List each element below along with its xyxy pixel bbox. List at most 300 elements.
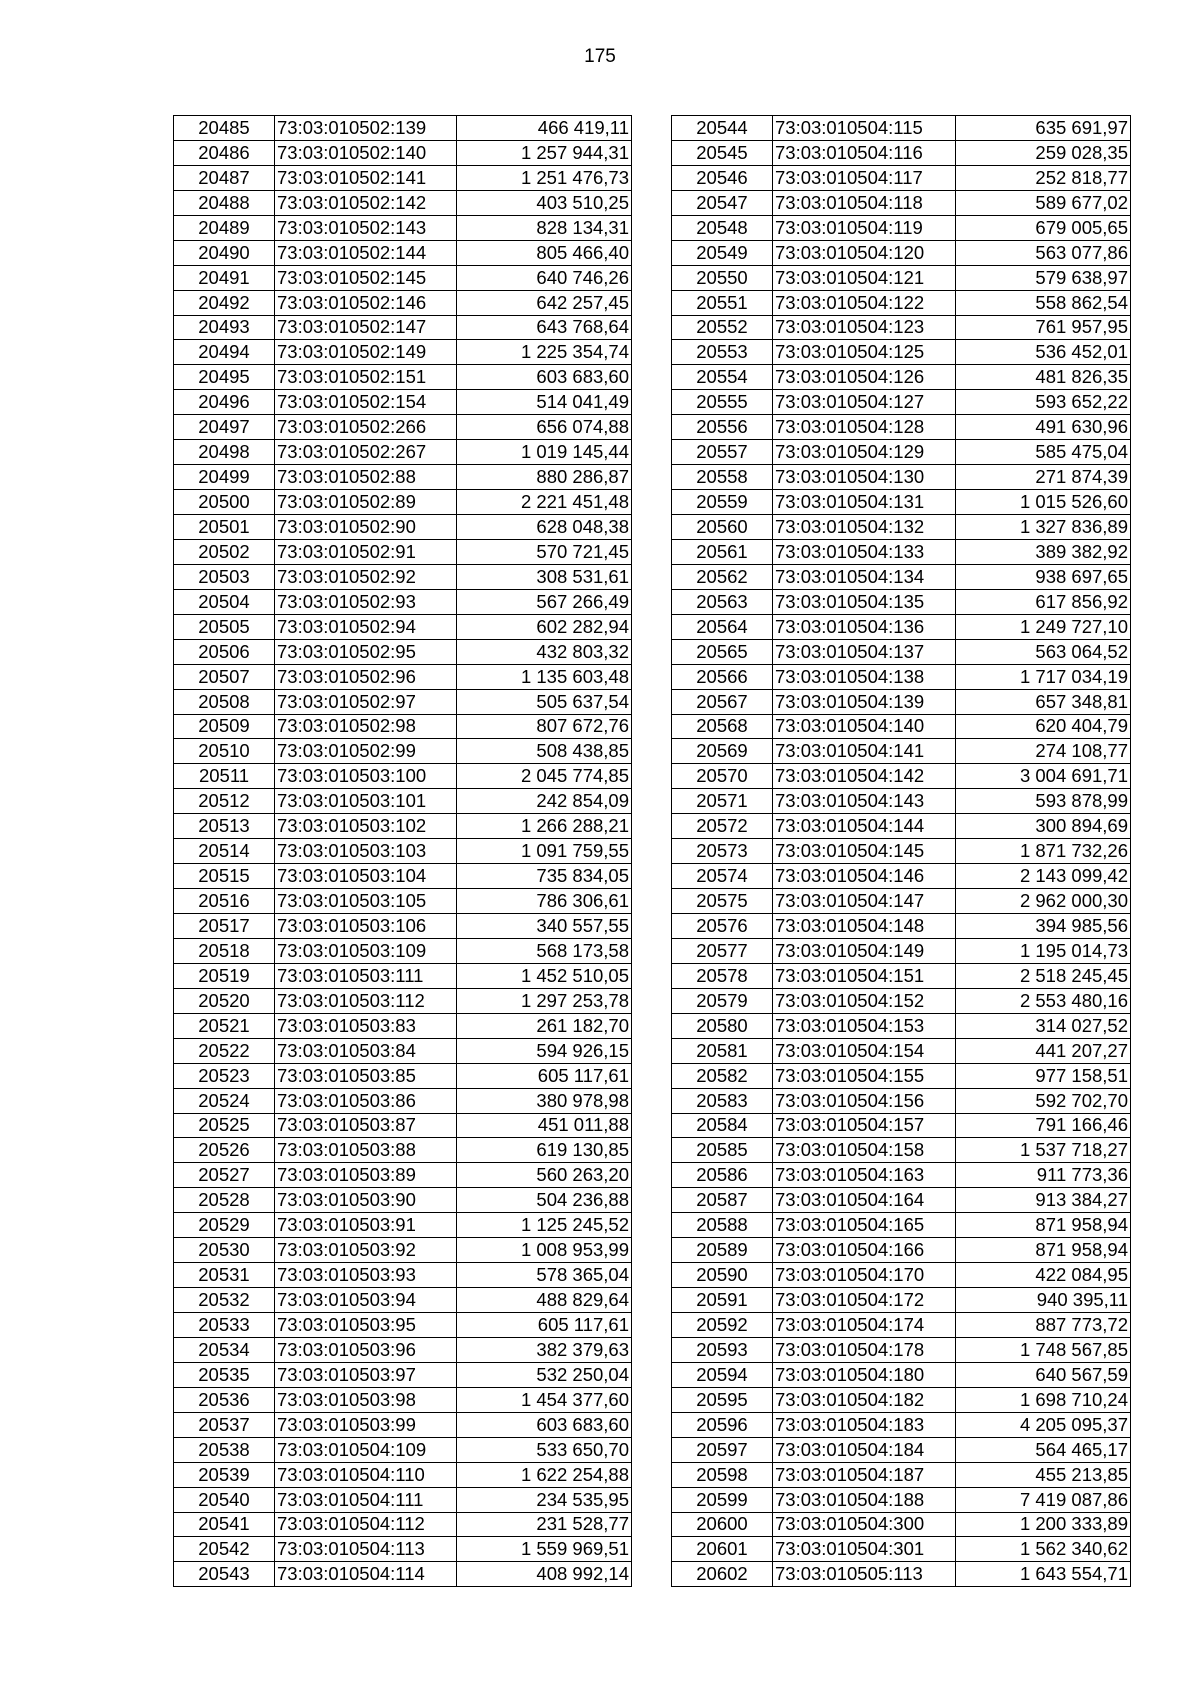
row-number-cell: 20499 bbox=[174, 465, 275, 490]
value-cell: 300 894,69 bbox=[956, 814, 1131, 839]
table-row bbox=[174, 1113, 632, 1138]
value-cell: 640 567,59 bbox=[956, 1362, 1131, 1387]
table-row bbox=[672, 1537, 1131, 1562]
cadastral-number-cell: 73:03:010502:146 bbox=[275, 290, 457, 315]
row-number-cell: 20579 bbox=[672, 988, 773, 1013]
cadastral-number-cell: 73:03:010504:155 bbox=[773, 1063, 956, 1088]
value-cell: 242 854,09 bbox=[457, 789, 632, 814]
row-number-cell: 20523 bbox=[174, 1063, 275, 1088]
value-cell: 441 207,27 bbox=[956, 1038, 1131, 1063]
cadastral-number-cell: 73:03:010503:106 bbox=[275, 914, 457, 939]
row-number-cell: 20517 bbox=[174, 914, 275, 939]
value-cell: 1 452 510,05 bbox=[457, 963, 632, 988]
row-number-cell: 20519 bbox=[174, 963, 275, 988]
cadastral-number-cell: 73:03:010502:141 bbox=[275, 165, 457, 190]
cadastral-number-cell: 73:03:010504:165 bbox=[773, 1213, 956, 1238]
row-number-cell: 20572 bbox=[672, 814, 773, 839]
row-number-cell: 20507 bbox=[174, 664, 275, 689]
value-cell: 481 826,35 bbox=[956, 365, 1131, 390]
table-row bbox=[174, 1038, 632, 1063]
row-number-cell: 20498 bbox=[174, 440, 275, 465]
row-number-cell: 20538 bbox=[174, 1437, 275, 1462]
value-cell: 2 553 480,16 bbox=[956, 988, 1131, 1013]
row-number-cell: 20548 bbox=[672, 215, 773, 240]
table-row bbox=[174, 440, 632, 465]
cadastral-number-cell: 73:03:010503:97 bbox=[275, 1362, 457, 1387]
value-cell: 4 205 095,37 bbox=[956, 1412, 1131, 1437]
value-cell: 657 348,81 bbox=[956, 689, 1131, 714]
cadastral-number-cell: 73:03:010503:96 bbox=[275, 1337, 457, 1362]
value-cell: 1 562 340,62 bbox=[956, 1537, 1131, 1562]
value-cell: 3 004 691,71 bbox=[956, 764, 1131, 789]
cadastral-number-cell: 73:03:010504:119 bbox=[773, 215, 956, 240]
row-number-cell: 20589 bbox=[672, 1238, 773, 1263]
value-cell: 422 084,95 bbox=[956, 1263, 1131, 1288]
cadastral-number-cell: 73:03:010503:98 bbox=[275, 1387, 457, 1412]
cadastral-number-cell: 73:03:010502:97 bbox=[275, 689, 457, 714]
cadastral-number-cell: 73:03:010504:137 bbox=[773, 639, 956, 664]
value-cell: 1 257 944,31 bbox=[457, 140, 632, 165]
table-row bbox=[672, 1337, 1131, 1362]
row-number-cell: 20561 bbox=[672, 539, 773, 564]
table-row bbox=[174, 1487, 632, 1512]
cadastral-number-cell: 73:03:010502:147 bbox=[275, 315, 457, 340]
table-row bbox=[672, 190, 1131, 215]
table-row bbox=[174, 539, 632, 564]
page-number: 175 bbox=[584, 46, 616, 67]
table-row bbox=[174, 1213, 632, 1238]
table-row bbox=[174, 315, 632, 340]
value-cell: 2 962 000,30 bbox=[956, 889, 1131, 914]
value-cell: 828 134,31 bbox=[457, 215, 632, 240]
row-number-cell: 20558 bbox=[672, 465, 773, 490]
value-cell: 871 958,94 bbox=[956, 1213, 1131, 1238]
cadastral-number-cell: 73:03:010504:151 bbox=[773, 963, 956, 988]
cadastral-number-cell: 73:03:010504:166 bbox=[773, 1238, 956, 1263]
row-number-cell: 20551 bbox=[672, 290, 773, 315]
table-row bbox=[672, 664, 1131, 689]
value-cell: 977 158,51 bbox=[956, 1063, 1131, 1088]
cadastral-number-cell: 73:03:010503:109 bbox=[275, 938, 457, 963]
value-cell: 643 768,64 bbox=[457, 315, 632, 340]
table-row bbox=[672, 864, 1131, 889]
value-cell: 805 466,40 bbox=[457, 240, 632, 265]
table-row bbox=[174, 1412, 632, 1437]
row-number-cell: 20529 bbox=[174, 1213, 275, 1238]
value-cell: 380 978,98 bbox=[457, 1088, 632, 1113]
row-number-cell: 20573 bbox=[672, 839, 773, 864]
value-cell: 605 117,61 bbox=[457, 1063, 632, 1088]
value-cell: 1 091 759,55 bbox=[457, 839, 632, 864]
table-row bbox=[174, 889, 632, 914]
table-row bbox=[672, 340, 1131, 365]
table-row bbox=[174, 1362, 632, 1387]
value-cell: 1 200 333,89 bbox=[956, 1512, 1131, 1537]
cadastral-number-cell: 73:03:010502:145 bbox=[275, 265, 457, 290]
row-number-cell: 20591 bbox=[672, 1288, 773, 1313]
table-row bbox=[672, 465, 1131, 490]
value-cell: 620 404,79 bbox=[956, 714, 1131, 739]
row-number-cell: 20518 bbox=[174, 938, 275, 963]
cadastral-number-cell: 73:03:010505:113 bbox=[773, 1562, 956, 1587]
value-cell: 451 011,88 bbox=[457, 1113, 632, 1138]
table-row bbox=[672, 490, 1131, 515]
value-cell: 308 531,61 bbox=[457, 564, 632, 589]
row-number-cell: 20532 bbox=[174, 1288, 275, 1313]
cadastral-number-cell: 73:03:010502:140 bbox=[275, 140, 457, 165]
row-number-cell: 20490 bbox=[174, 240, 275, 265]
table-row bbox=[672, 988, 1131, 1013]
row-number-cell: 20567 bbox=[672, 689, 773, 714]
cadastral-number-cell: 73:03:010502:266 bbox=[275, 415, 457, 440]
row-number-cell: 20535 bbox=[174, 1362, 275, 1387]
row-number-cell: 20563 bbox=[672, 589, 773, 614]
row-number-cell: 20594 bbox=[672, 1362, 773, 1387]
cadastral-number-cell: 73:03:010504:141 bbox=[773, 739, 956, 764]
value-cell: 7 419 087,86 bbox=[956, 1487, 1131, 1512]
cadastral-number-cell: 73:03:010504:172 bbox=[773, 1288, 956, 1313]
table-row bbox=[672, 564, 1131, 589]
row-number-cell: 20488 bbox=[174, 190, 275, 215]
cadastral-number-cell: 73:03:010504:154 bbox=[773, 1038, 956, 1063]
table-row bbox=[672, 914, 1131, 939]
row-number-cell: 20486 bbox=[174, 140, 275, 165]
row-number-cell: 20584 bbox=[672, 1113, 773, 1138]
table-row bbox=[174, 1537, 632, 1562]
table-row bbox=[174, 265, 632, 290]
table-row bbox=[672, 889, 1131, 914]
row-number-cell: 20503 bbox=[174, 564, 275, 589]
row-number-cell: 20587 bbox=[672, 1188, 773, 1213]
cadastral-number-cell: 73:03:010503:83 bbox=[275, 1013, 457, 1038]
table-row bbox=[672, 714, 1131, 739]
value-cell: 1 559 969,51 bbox=[457, 1537, 632, 1562]
value-cell: 514 041,49 bbox=[457, 390, 632, 415]
cadastral-number-cell: 73:03:010502:92 bbox=[275, 564, 457, 589]
value-cell: 605 117,61 bbox=[457, 1313, 632, 1338]
table-row bbox=[174, 1163, 632, 1188]
row-number-cell: 20566 bbox=[672, 664, 773, 689]
table-row bbox=[672, 1038, 1131, 1063]
value-cell: 940 395,11 bbox=[956, 1288, 1131, 1313]
row-number-cell: 20565 bbox=[672, 639, 773, 664]
value-cell: 408 992,14 bbox=[457, 1562, 632, 1587]
value-cell: 1 748 567,85 bbox=[956, 1337, 1131, 1362]
value-cell: 656 074,88 bbox=[457, 415, 632, 440]
value-cell: 532 250,04 bbox=[457, 1362, 632, 1387]
value-cell: 1 249 727,10 bbox=[956, 614, 1131, 639]
value-cell: 491 630,96 bbox=[956, 415, 1131, 440]
table-row bbox=[174, 1088, 632, 1113]
row-number-cell: 20539 bbox=[174, 1462, 275, 1487]
table-row bbox=[174, 564, 632, 589]
row-number-cell: 20533 bbox=[174, 1313, 275, 1338]
row-number-cell: 20543 bbox=[174, 1562, 275, 1587]
row-number-cell: 20514 bbox=[174, 839, 275, 864]
cadastral-number-cell: 73:03:010503:91 bbox=[275, 1213, 457, 1238]
value-cell: 570 721,45 bbox=[457, 539, 632, 564]
table-row bbox=[672, 440, 1131, 465]
table-row bbox=[672, 963, 1131, 988]
cadastral-number-cell: 73:03:010504:117 bbox=[773, 165, 956, 190]
cadastral-number-cell: 73:03:010504:178 bbox=[773, 1337, 956, 1362]
row-number-cell: 20526 bbox=[174, 1138, 275, 1163]
table-row bbox=[174, 365, 632, 390]
table-row bbox=[174, 465, 632, 490]
cadastral-number-cell: 73:03:010504:180 bbox=[773, 1362, 956, 1387]
cadastral-number-cell: 73:03:010504:300 bbox=[773, 1512, 956, 1537]
row-number-cell: 20574 bbox=[672, 864, 773, 889]
table-row bbox=[174, 1288, 632, 1313]
table-row bbox=[672, 1063, 1131, 1088]
value-cell: 628 048,38 bbox=[457, 515, 632, 540]
cadastral-number-cell: 73:03:010503:102 bbox=[275, 814, 457, 839]
value-cell: 432 803,32 bbox=[457, 639, 632, 664]
value-cell: 259 028,35 bbox=[956, 140, 1131, 165]
value-cell: 603 683,60 bbox=[457, 365, 632, 390]
table-row bbox=[672, 215, 1131, 240]
cadastral-number-cell: 73:03:010504:149 bbox=[773, 938, 956, 963]
cadastral-number-cell: 73:03:010504:133 bbox=[773, 539, 956, 564]
value-cell: 403 510,25 bbox=[457, 190, 632, 215]
cadastral-number-cell: 73:03:010504:170 bbox=[773, 1263, 956, 1288]
value-cell: 2 045 774,85 bbox=[457, 764, 632, 789]
cadastral-number-cell: 73:03:010504:145 bbox=[773, 839, 956, 864]
value-cell: 1 454 377,60 bbox=[457, 1387, 632, 1412]
value-cell: 911 773,36 bbox=[956, 1163, 1131, 1188]
table-row bbox=[672, 1213, 1131, 1238]
cadastral-number-cell: 73:03:010502:99 bbox=[275, 739, 457, 764]
value-cell: 679 005,65 bbox=[956, 215, 1131, 240]
row-number-cell: 20506 bbox=[174, 639, 275, 664]
row-number-cell: 20590 bbox=[672, 1263, 773, 1288]
row-number-cell: 20504 bbox=[174, 589, 275, 614]
value-cell: 735 834,05 bbox=[457, 864, 632, 889]
table-row bbox=[174, 1462, 632, 1487]
table-row bbox=[672, 739, 1131, 764]
value-cell: 536 452,01 bbox=[956, 340, 1131, 365]
table-row bbox=[174, 1337, 632, 1362]
cadastral-number-cell: 73:03:010503:101 bbox=[275, 789, 457, 814]
cadastral-number-cell: 73:03:010504:127 bbox=[773, 390, 956, 415]
cadastral-number-cell: 73:03:010503:105 bbox=[275, 889, 457, 914]
cadastral-number-cell: 73:03:010503:89 bbox=[275, 1163, 457, 1188]
table-row bbox=[174, 938, 632, 963]
value-cell: 558 862,54 bbox=[956, 290, 1131, 315]
value-cell: 589 677,02 bbox=[956, 190, 1131, 215]
value-cell: 880 286,87 bbox=[457, 465, 632, 490]
value-cell: 504 236,88 bbox=[457, 1188, 632, 1213]
table-row bbox=[672, 415, 1131, 440]
cadastral-number-cell: 73:03:010503:100 bbox=[275, 764, 457, 789]
table-row bbox=[174, 1188, 632, 1213]
value-cell: 1 643 554,71 bbox=[956, 1562, 1131, 1587]
row-number-cell: 20581 bbox=[672, 1038, 773, 1063]
value-cell: 1 225 354,74 bbox=[457, 340, 632, 365]
value-cell: 563 077,86 bbox=[956, 240, 1131, 265]
cadastral-number-cell: 73:03:010504:157 bbox=[773, 1113, 956, 1138]
table-row bbox=[672, 140, 1131, 165]
row-number-cell: 20593 bbox=[672, 1337, 773, 1362]
cadastral-number-cell: 73:03:010503:93 bbox=[275, 1263, 457, 1288]
table-row bbox=[672, 938, 1131, 963]
value-cell: 642 257,45 bbox=[457, 290, 632, 315]
value-cell: 274 108,77 bbox=[956, 739, 1131, 764]
table-row bbox=[174, 739, 632, 764]
value-cell: 394 985,56 bbox=[956, 914, 1131, 939]
table-left bbox=[173, 115, 632, 1587]
value-cell: 560 263,20 bbox=[457, 1163, 632, 1188]
cadastral-number-cell: 73:03:010504:136 bbox=[773, 614, 956, 639]
table-right bbox=[671, 115, 1131, 1587]
cadastral-number-cell: 73:03:010504:152 bbox=[773, 988, 956, 1013]
cadastral-number-cell: 73:03:010503:90 bbox=[275, 1188, 457, 1213]
row-number-cell: 20578 bbox=[672, 963, 773, 988]
row-number-cell: 20491 bbox=[174, 265, 275, 290]
value-cell: 579 638,97 bbox=[956, 265, 1131, 290]
cadastral-number-cell: 73:03:010502:95 bbox=[275, 639, 457, 664]
row-number-cell: 20599 bbox=[672, 1487, 773, 1512]
value-cell: 594 926,15 bbox=[457, 1038, 632, 1063]
row-number-cell: 20511 bbox=[174, 764, 275, 789]
cadastral-number-cell: 73:03:010502:91 bbox=[275, 539, 457, 564]
table-row bbox=[672, 639, 1131, 664]
cadastral-number-cell: 73:03:010504:139 bbox=[773, 689, 956, 714]
value-cell: 635 691,97 bbox=[956, 116, 1131, 141]
row-number-cell: 20502 bbox=[174, 539, 275, 564]
row-number-cell: 20542 bbox=[174, 1537, 275, 1562]
value-cell: 508 438,85 bbox=[457, 739, 632, 764]
row-number-cell: 20595 bbox=[672, 1387, 773, 1412]
value-cell: 533 650,70 bbox=[457, 1437, 632, 1462]
cadastral-number-cell: 73:03:010504:146 bbox=[773, 864, 956, 889]
table-row bbox=[672, 1163, 1131, 1188]
cadastral-number-cell: 73:03:010503:85 bbox=[275, 1063, 457, 1088]
cadastral-number-cell: 73:03:010502:96 bbox=[275, 664, 457, 689]
row-number-cell: 20570 bbox=[672, 764, 773, 789]
value-cell: 761 957,95 bbox=[956, 315, 1131, 340]
row-number-cell: 20601 bbox=[672, 1537, 773, 1562]
value-cell: 585 475,04 bbox=[956, 440, 1131, 465]
row-number-cell: 20556 bbox=[672, 415, 773, 440]
table-row bbox=[174, 290, 632, 315]
cadastral-number-cell: 73:03:010504:184 bbox=[773, 1437, 956, 1462]
cadastral-number-cell: 73:03:010504:144 bbox=[773, 814, 956, 839]
row-number-cell: 20577 bbox=[672, 938, 773, 963]
cadastral-number-cell: 73:03:010503:111 bbox=[275, 963, 457, 988]
cadastral-number-cell: 73:03:010504:134 bbox=[773, 564, 956, 589]
row-number-cell: 20489 bbox=[174, 215, 275, 240]
cadastral-number-cell: 73:03:010504:115 bbox=[773, 116, 956, 141]
value-cell: 578 365,04 bbox=[457, 1263, 632, 1288]
row-number-cell: 20571 bbox=[672, 789, 773, 814]
row-number-cell: 20552 bbox=[672, 315, 773, 340]
cadastral-number-cell: 73:03:010502:267 bbox=[275, 440, 457, 465]
value-cell: 455 213,85 bbox=[956, 1462, 1131, 1487]
cadastral-number-cell: 73:03:010504:130 bbox=[773, 465, 956, 490]
table-row bbox=[174, 789, 632, 814]
row-number-cell: 20580 bbox=[672, 1013, 773, 1038]
table-row bbox=[672, 1188, 1131, 1213]
value-cell: 271 874,39 bbox=[956, 465, 1131, 490]
table-row bbox=[672, 1462, 1131, 1487]
cadastral-number-cell: 73:03:010504:131 bbox=[773, 490, 956, 515]
value-cell: 1 125 245,52 bbox=[457, 1213, 632, 1238]
table-row bbox=[174, 240, 632, 265]
value-cell: 1 537 718,27 bbox=[956, 1138, 1131, 1163]
row-number-cell: 20513 bbox=[174, 814, 275, 839]
cadastral-number-cell: 73:03:010504:121 bbox=[773, 265, 956, 290]
row-number-cell: 20596 bbox=[672, 1412, 773, 1437]
value-cell: 563 064,52 bbox=[956, 639, 1131, 664]
cadastral-number-cell: 73:03:010503:84 bbox=[275, 1038, 457, 1063]
cadastral-number-cell: 73:03:010502:149 bbox=[275, 340, 457, 365]
row-number-cell: 20564 bbox=[672, 614, 773, 639]
value-cell: 1 135 603,48 bbox=[457, 664, 632, 689]
row-number-cell: 20540 bbox=[174, 1487, 275, 1512]
table-row bbox=[672, 1313, 1131, 1338]
row-number-cell: 20509 bbox=[174, 714, 275, 739]
row-number-cell: 20501 bbox=[174, 515, 275, 540]
cadastral-number-cell: 73:03:010502:154 bbox=[275, 390, 457, 415]
cadastral-number-cell: 73:03:010504:128 bbox=[773, 415, 956, 440]
cadastral-number-cell: 73:03:010504:156 bbox=[773, 1088, 956, 1113]
cadastral-number-cell: 73:03:010504:111 bbox=[275, 1487, 457, 1512]
cadastral-number-cell: 73:03:010502:139 bbox=[275, 116, 457, 141]
row-number-cell: 20494 bbox=[174, 340, 275, 365]
value-cell: 488 829,64 bbox=[457, 1288, 632, 1313]
row-number-cell: 20569 bbox=[672, 739, 773, 764]
table-row bbox=[174, 864, 632, 889]
table-row bbox=[672, 789, 1131, 814]
cadastral-number-cell: 73:03:010503:87 bbox=[275, 1113, 457, 1138]
table-row bbox=[174, 589, 632, 614]
row-number-cell: 20530 bbox=[174, 1238, 275, 1263]
cadastral-number-cell: 73:03:010504:135 bbox=[773, 589, 956, 614]
table-row bbox=[174, 116, 632, 141]
row-number-cell: 20525 bbox=[174, 1113, 275, 1138]
table-row bbox=[672, 1138, 1131, 1163]
row-number-cell: 20602 bbox=[672, 1562, 773, 1587]
table-row bbox=[672, 290, 1131, 315]
value-cell: 382 379,63 bbox=[457, 1337, 632, 1362]
row-number-cell: 20524 bbox=[174, 1088, 275, 1113]
value-cell: 938 697,65 bbox=[956, 564, 1131, 589]
table-row bbox=[174, 415, 632, 440]
cadastral-number-cell: 73:03:010502:143 bbox=[275, 215, 457, 240]
value-cell: 791 166,46 bbox=[956, 1113, 1131, 1138]
table-row bbox=[174, 1138, 632, 1163]
cadastral-number-cell: 73:03:010502:142 bbox=[275, 190, 457, 215]
row-number-cell: 20496 bbox=[174, 390, 275, 415]
cadastral-number-cell: 73:03:010504:122 bbox=[773, 290, 956, 315]
table-row bbox=[174, 1313, 632, 1338]
table-row bbox=[174, 764, 632, 789]
value-cell: 2 221 451,48 bbox=[457, 490, 632, 515]
row-number-cell: 20562 bbox=[672, 564, 773, 589]
cadastral-number-cell: 73:03:010504:113 bbox=[275, 1537, 457, 1562]
row-number-cell: 20549 bbox=[672, 240, 773, 265]
row-number-cell: 20592 bbox=[672, 1313, 773, 1338]
table-row bbox=[174, 490, 632, 515]
row-number-cell: 20492 bbox=[174, 290, 275, 315]
value-cell: 252 818,77 bbox=[956, 165, 1131, 190]
value-cell: 314 027,52 bbox=[956, 1013, 1131, 1038]
cadastral-number-cell: 73:03:010504:120 bbox=[773, 240, 956, 265]
table-row bbox=[672, 1412, 1131, 1437]
value-cell: 389 382,92 bbox=[956, 539, 1131, 564]
value-cell: 340 557,55 bbox=[457, 914, 632, 939]
